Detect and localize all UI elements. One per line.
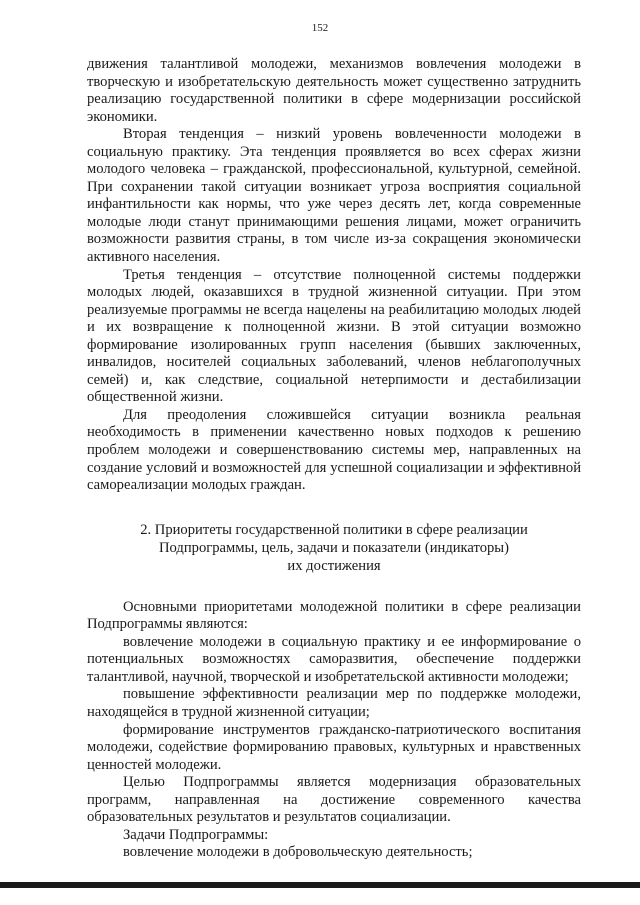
list-item: вовлечение молодежи в социальную практику и ее информирование о потенциальных возможностях саморазвития, обеспечение поддержки талантливой, научной, творческой и изобретательской активности молодежи; xyxy=(87,633,581,685)
page-bottom-rule xyxy=(0,882,640,888)
list-item: повышение эффективности реализации мер по поддержке молодежи, находящейся в трудной жизненной ситуации; xyxy=(87,686,581,720)
paragraph: движения талантливой молодежи, механизмов вовлечения молодежи в творческую и изобретательскую деятельность может существенно затруднить реализацию государственной политики в сфере модернизации российской экономики. xyxy=(87,56,581,125)
paragraph: Основными приоритетами молодежной политики в сфере реализации Подпрограммы являются: xyxy=(87,598,581,633)
section-heading-line: 2. Приоритеты государственной политики в сфере реализации xyxy=(140,521,528,538)
section-heading-line: Подпрограммы, цель, задачи и показатели (индикаторы) xyxy=(159,539,509,556)
paragraph: Целью Подпрограммы является модернизация образовательных программ, направленная на достижение современного качества образовательных результатов и результатов социализации. xyxy=(87,774,581,826)
section-heading-line: их достижения xyxy=(287,557,381,574)
list-item: вовлечение молодежи в добровольческую деятельность; xyxy=(123,844,473,861)
page-number: 152 xyxy=(311,22,329,34)
paragraph: Для преодоления сложившейся ситуации возникла реальная необходимость в применении качественно новых подходов к решению проблем молодежи и совершенствованию системы мер, направленных на создание условий и возможностей для успешной социализации и эффективной самореализации молодых граждан. xyxy=(87,406,581,494)
paragraph: Вторая тенденция – низкий уровень вовлеченности молодежи в социальную практику. Эта тенденция проявляется во всех сферах жизни молодого человека – гражданской, профессиональной, культурной, семейной. При сохранении такой ситуации возникает угроза восприятия социальной инфантильности как нормы, что уже через десять лет, когда современные молодые люди станут принимающими решения лицами, может ограничить возможности развития страны, в том числе из-за сокращения экономически активного населения. xyxy=(87,126,581,266)
section-heading xyxy=(87,521,581,575)
paragraph: Задачи Подпрограммы: xyxy=(123,826,269,843)
list-item: формирование инструментов гражданско-патриотического воспитания молодежи, содействие формированию правовых, культурных и нравственных ценностей молодежи. xyxy=(87,721,581,773)
paragraph: Третья тенденция – отсутствие полноценной системы поддержки молодых людей, оказавшихся в трудной жизненной ситуации. При этом реализуемые программы не всегда нацелены на реабилитацию молодых людей и их возвращение к полноценной жизни. В этой ситуации возможно формирование изолированных групп населения (бывших заключенных, инвалидов, носителей социальных заболеваний, членов неблагополучных семей) и, как следствие, социальной нетерпимости и дестабилизации общественной жизни. xyxy=(87,266,581,406)
document-body xyxy=(87,56,581,862)
